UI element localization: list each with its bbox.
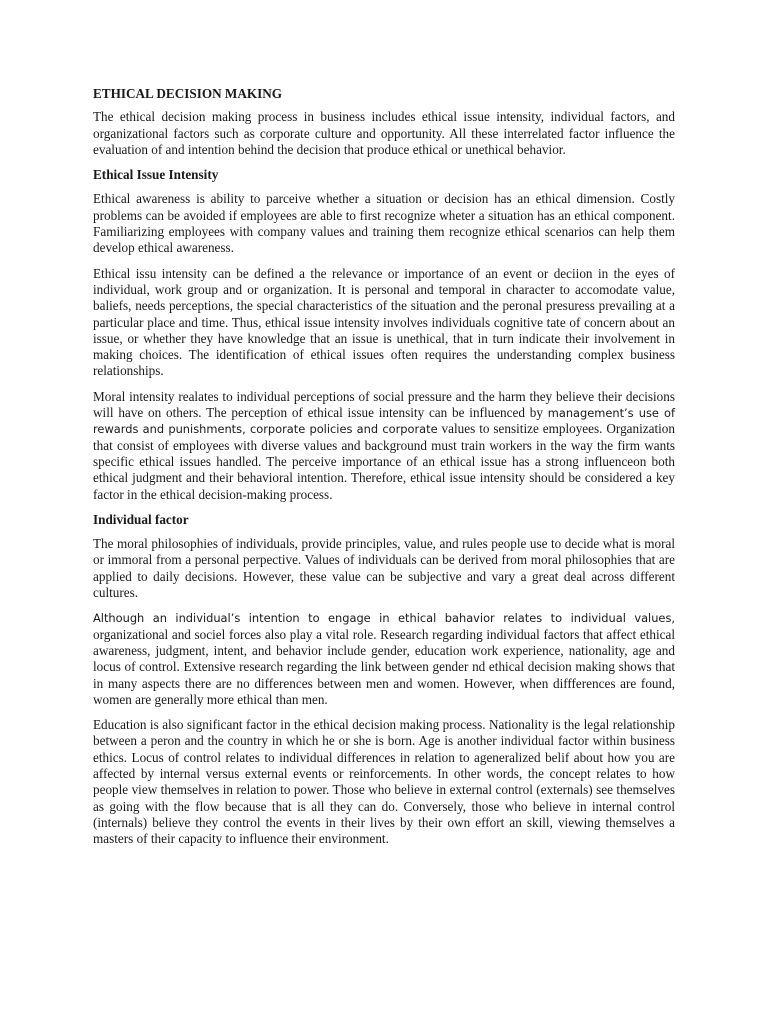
moral-intensity-text-c: values to sensitize employees. Organization that consist of employees with diverse values and background must train workers in the way the firm wants specific ethical issues handled. The perceive importance of an ethical issue has a strong influenceon both ethical judgment and their behavioral intention. Therefore, ethical issue intensity should be considered a key factor in the ethical decision-making process. xyxy=(93,421,675,502)
individual-intention-text-a: Although an individual’s intention to engage in ethical bahavior relates to individual values, xyxy=(93,611,675,626)
document-page xyxy=(93,86,675,856)
paragraph-moral-philosophies: The moral philosophies of individuals, provide principles, value, and rules people use to decide what is moral or immoral from a personal perpective. Values of individuals can be derived from moral philosophies that are applied to daily decisions. However, these value can be subjective and vary a great deal across different cultures. xyxy=(93,536,675,601)
paragraph-moral-intensity xyxy=(93,389,675,503)
paragraph-individual-intention xyxy=(93,610,675,708)
paragraph-education-locus: Education is also significant factor in the ethical decision making process. Nationality is the legal relationship between a peron and the country in which he or she is born. Age is another individual factor within business ethics. Locus of control relates to individual differences in relation to ageneralized belif about how you are affected by internal versus external events or reinforcements. In other words, the concept relates to how people view themselves in relation to power. Those who believe in external control (externals) see themselves as going with the flow because that is all they can do. Conversely, those who believe in internal control (internals) believe they control the events in their lives by their own effort an skill, viewing themselves a masters of their capacity to influence their environment. xyxy=(93,717,675,847)
section-heading-individual-factor: Individual factor xyxy=(93,511,189,527)
moral-intensity-text-b: management’s use of rewards and punishments, corporate policies and corporate xyxy=(93,406,675,437)
paragraph-issue-intensity: Ethical issu intensity can be defined a the relevance or importance of an event or deciion in the eyes of individual, work group and or organization. It is personal and temporal in character to accomodate value, baliefs, needs perceptions, the special characteristics of the situation and the peronal presuress prevailing at a particular place and time. Thus, ethical issue intensity involves individuals cognitive tate of concern about an issue, or whether they have knowledge that an issue is unethical, that in turn indicate their involvement in making choices. The identification of ethical issues often requires the understanding complex business relationships. xyxy=(93,265,675,379)
moral-intensity-text-a: Moral intensity realates to individual perceptions of social pressure and the harm they believe their decisions will have on others. The perception of ethical issue intensity can be influenced by xyxy=(93,388,675,421)
intro-paragraph: The ethical decision making process in business includes ethical issue intensity, individual factors, and organizational factors such as corporate culture and opportunity. All these interrelated factor influence the evaluation of and intention behind the decision that produce ethical or unethical behavior. xyxy=(93,109,675,157)
paragraph-ethical-awareness: Ethical awareness is ability to parceive whether a situation or decision has an ethical dimension. Costly problems can be avoided if employees are able to first recognize wheter a situation has an ethical component. Familiarizing employees with company values and training them recognize ethical scenarios can help them develop ethical awareness. xyxy=(93,191,675,256)
document-title: ETHICAL DECISION MAKING xyxy=(93,86,283,101)
section-heading-ethical-issue-intensity: Ethical Issue Intensity xyxy=(93,167,219,183)
individual-intention-text-b: organizational and sociel forces also play a vital role. Research regarding individual factors that affect ethical awareness, judgment, intent, and behavior include gender, education work experience, nationality, age and locus of control. Extensive research regarding the link between gender nd ethical decision making shows that in many aspects there are no differences between men and women. However, when diffferences are found, women are generally more ethical than men. xyxy=(93,626,675,707)
